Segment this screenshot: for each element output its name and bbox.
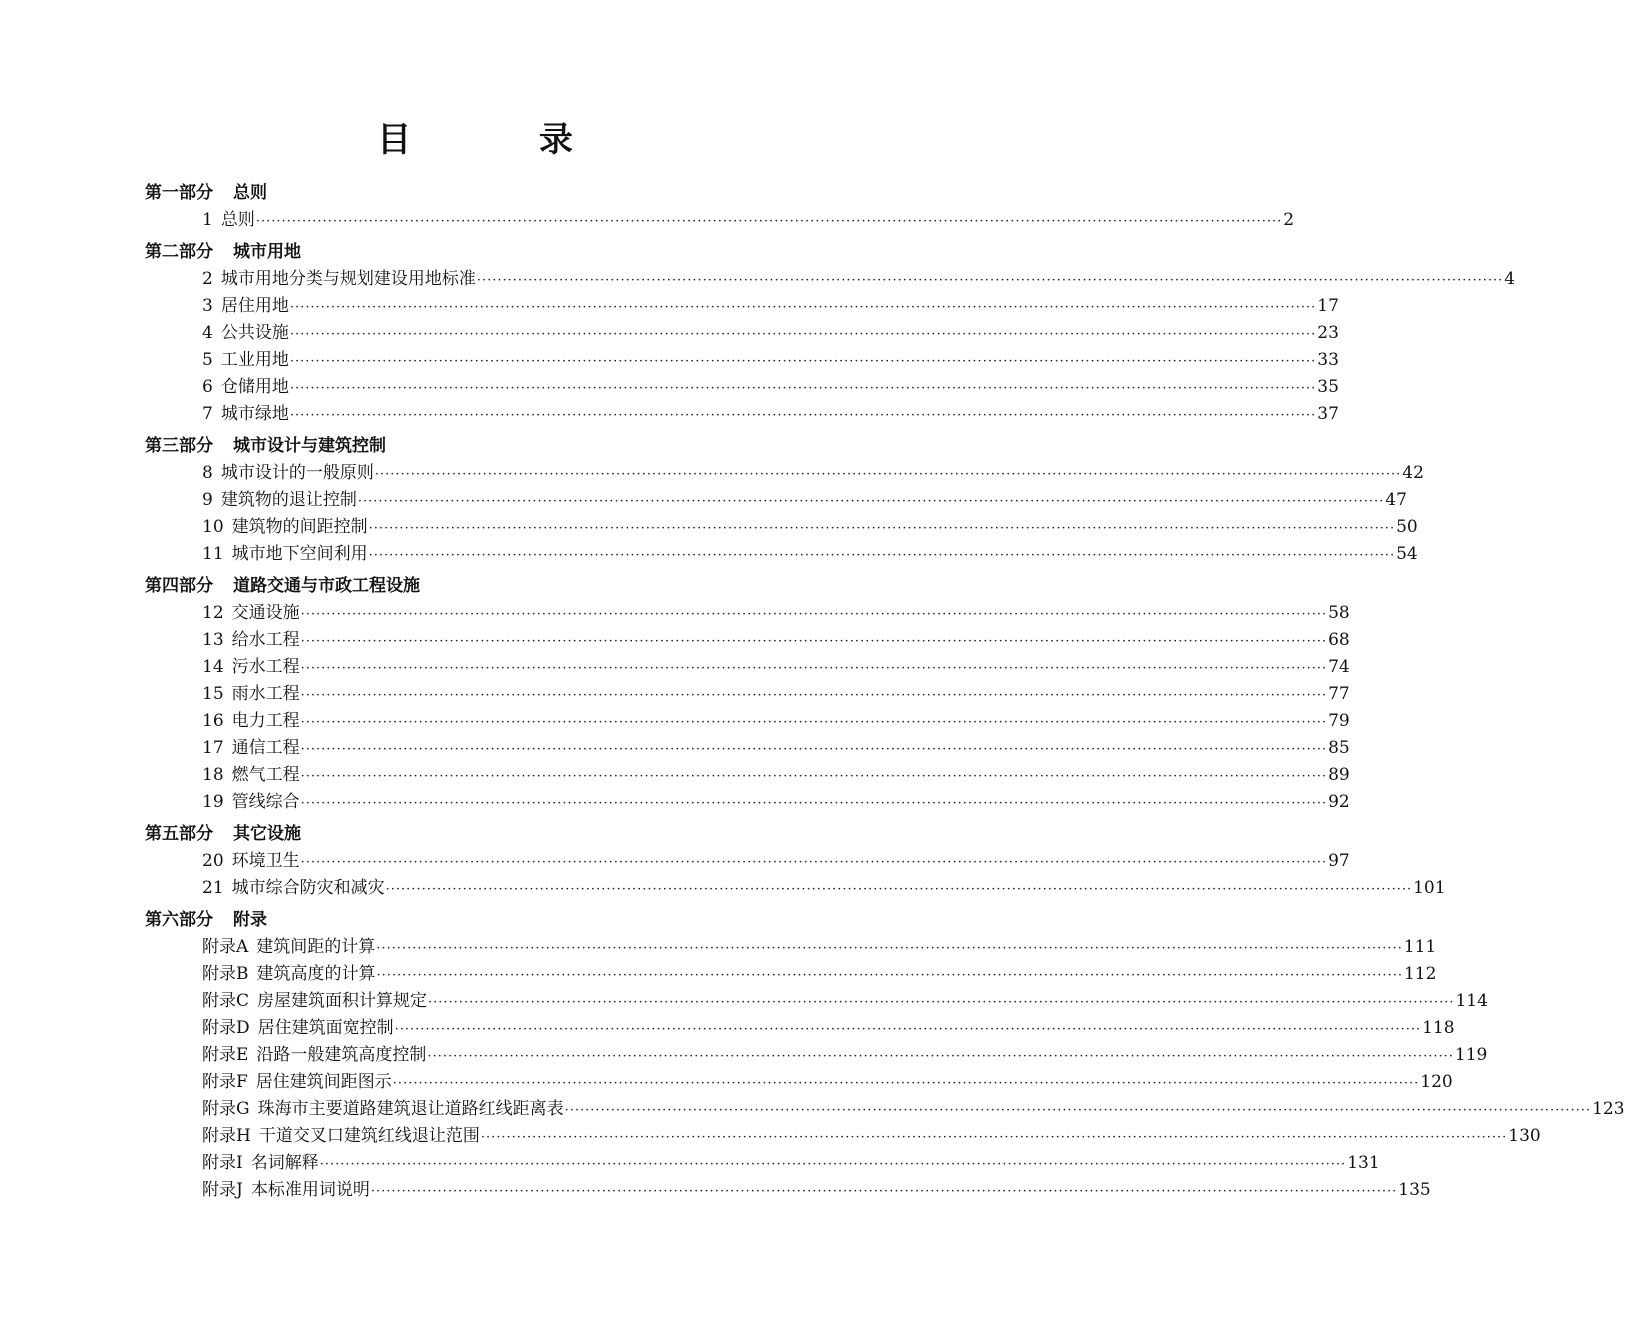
dot-leader: ········································································································································································································: [480, 1130, 1508, 1145]
entry-title: 城市用地分类与规划建设用地标准: [220, 269, 476, 289]
dot-leader: ········································································································································································································: [368, 521, 1396, 536]
dot-leader: ········································································································································································································: [255, 214, 1283, 229]
entry-title: 电力工程: [231, 711, 300, 731]
toc-entry[interactable]: [202, 541, 1418, 568]
dot-leader: ········································································································································································································: [376, 941, 1403, 956]
entry-title: 建筑物的间距控制: [231, 517, 368, 537]
dot-leader: ········································································································································································································: [385, 882, 1413, 897]
entry-page-number: 135: [1398, 1180, 1431, 1200]
entry-title: 本标准用词说明: [250, 1180, 370, 1200]
entry-number: 11: [202, 544, 224, 564]
toc-entry[interactable]: [202, 514, 1418, 541]
toc-entry[interactable]: [202, 374, 1339, 401]
entry-page-number: 85: [1328, 738, 1350, 758]
dot-leader: ········································································································································································································: [368, 548, 1396, 563]
toc-entry[interactable]: [202, 654, 1350, 681]
entry-number: 20: [202, 851, 224, 871]
entry-page-number: 68: [1328, 630, 1350, 650]
entry-number: 16: [202, 711, 224, 731]
toc-entry[interactable]: [202, 708, 1350, 735]
toc-entry[interactable]: [202, 875, 1446, 902]
dot-leader: ········································································································································································································: [300, 688, 1328, 703]
part-heading: [145, 573, 798, 600]
entry-page-number: 131: [1347, 1153, 1380, 1173]
page-title: 目 录: [377, 120, 631, 160]
dot-leader: ········································································································································································································: [300, 769, 1328, 784]
entry-page-number: 50: [1396, 517, 1418, 537]
entry-page-number: 58: [1328, 603, 1350, 623]
dot-leader: ········································································································································································································: [392, 1076, 1420, 1091]
entry-page-number: 33: [1317, 350, 1339, 370]
toc-entry[interactable]: [202, 1096, 1625, 1123]
entry-title: 名词解释: [250, 1153, 319, 1173]
dot-leader: ········································································································································································································: [300, 607, 1328, 622]
entry-number: 附录F: [202, 1072, 248, 1092]
toc-entry[interactable]: [202, 207, 1295, 234]
entry-number: 附录H: [202, 1126, 251, 1146]
part-label: 第四部分: [145, 576, 213, 596]
entry-number: 15: [202, 684, 224, 704]
dot-leader: ········································································································································································································: [300, 661, 1328, 676]
part-label: 第六部分: [145, 910, 213, 930]
part-label: 第二部分: [145, 242, 213, 262]
entry-page-number: 118: [1422, 1018, 1455, 1038]
dot-leader: ········································································································································································································: [394, 1022, 1422, 1037]
entry-page-number: 77: [1328, 684, 1350, 704]
part-label: 第一部分: [145, 183, 213, 203]
entry-page-number: 92: [1328, 792, 1350, 812]
entry-title: 居住用地: [220, 296, 289, 316]
part-label: 第五部分: [145, 824, 213, 844]
dot-leader: ········································································································································································································: [300, 715, 1328, 730]
part-name: 城市设计与建筑控制: [233, 436, 386, 456]
entry-title: 交通设施: [231, 603, 300, 623]
dot-leader: ········································································································································································································: [289, 354, 1317, 369]
dot-leader: ········································································································································································································: [427, 1049, 1454, 1064]
entry-page-number: 42: [1402, 463, 1424, 483]
part-heading: [145, 433, 798, 460]
entry-page-number: 119: [1454, 1045, 1488, 1065]
entry-number: 附录J: [202, 1180, 243, 1200]
dot-leader: ········································································································································································································: [370, 1184, 1398, 1199]
entry-page-number: 47: [1385, 490, 1407, 510]
entry-title: 环境卫生: [231, 851, 300, 871]
entry-number: 18: [202, 765, 224, 785]
entry-page-number: 130: [1508, 1126, 1541, 1146]
entry-number: 4: [202, 323, 213, 343]
entry-page-number: 23: [1317, 323, 1339, 343]
entry-title: 城市设计的一般原则: [220, 463, 374, 483]
part-heading: [145, 907, 798, 934]
toc-entry[interactable]: [202, 1015, 1455, 1042]
part-name: 附录: [233, 910, 267, 930]
entry-number: 13: [202, 630, 224, 650]
entry-number: 7: [202, 404, 213, 424]
dot-leader: ········································································································································································································: [300, 855, 1328, 870]
toc-entry[interactable]: [202, 789, 1350, 816]
entry-title: 工业用地: [220, 350, 289, 370]
entry-title: 居住建筑面宽控制: [257, 1018, 394, 1038]
toc-entry[interactable]: [202, 293, 1339, 320]
toc-entry[interactable]: [202, 934, 1437, 961]
toc-entry[interactable]: [202, 627, 1350, 654]
entry-page-number: 114: [1455, 991, 1488, 1011]
entry-page-number: 112: [1403, 964, 1437, 984]
toc-entry[interactable]: [202, 1123, 1541, 1150]
entry-title: 燃气工程: [231, 765, 300, 785]
entry-title: 建筑间距的计算: [256, 937, 376, 957]
toc-entry[interactable]: [202, 487, 1407, 514]
entry-title: 公共设施: [220, 323, 289, 343]
toc-entry[interactable]: [202, 266, 1516, 293]
entry-number: 5: [202, 350, 213, 370]
entry-page-number: 2: [1283, 210, 1295, 230]
entry-number: 附录A: [202, 937, 249, 957]
part-name: 城市用地: [233, 242, 301, 262]
entry-title: 仓储用地: [220, 377, 289, 397]
entry-title: 城市综合防灾和减灾: [231, 878, 385, 898]
entry-page-number: 79: [1328, 711, 1350, 731]
entry-number: 附录G: [202, 1099, 250, 1119]
toc-entry[interactable]: [202, 1150, 1380, 1177]
toc-entry[interactable]: [202, 401, 1339, 428]
dot-leader: ········································································································································································································: [564, 1103, 1592, 1118]
entry-number: 6: [202, 377, 213, 397]
part-heading: [145, 180, 798, 207]
entry-page-number: 17: [1317, 296, 1339, 316]
entry-number: 2: [202, 269, 213, 289]
toc-entry[interactable]: [202, 1042, 1488, 1069]
toc-entry[interactable]: [202, 460, 1424, 487]
entry-number: 1: [202, 210, 213, 230]
entry-number: 21: [202, 878, 224, 898]
dot-leader: ········································································································································································································: [357, 494, 1385, 509]
toc-entry[interactable]: [202, 988, 1488, 1015]
entry-title: 建筑高度的计算: [256, 964, 376, 984]
entry-number: 9: [202, 490, 213, 510]
entry-number: 附录I: [202, 1153, 243, 1173]
dot-leader: ········································································································································································································: [289, 381, 1317, 396]
toc-entry[interactable]: [202, 1177, 1431, 1204]
entry-page-number: 101: [1413, 878, 1446, 898]
entry-title: 总则: [220, 210, 255, 230]
entry-page-number: 97: [1328, 851, 1350, 871]
toc-entry[interactable]: [202, 735, 1350, 762]
entry-title: 房屋建筑面积计算规定: [257, 991, 428, 1011]
dot-leader: ········································································································································································································: [428, 995, 1455, 1010]
dot-leader: ········································································································································································································: [289, 300, 1317, 315]
entry-title: 城市地下空间利用: [231, 544, 368, 564]
part-name: 总则: [233, 183, 267, 203]
entry-title: 建筑物的退让控制: [220, 490, 357, 510]
entry-number: 10: [202, 517, 224, 537]
entry-number: 附录E: [202, 1045, 249, 1065]
part-name: 其它设施: [233, 824, 301, 844]
entry-number: 附录C: [202, 991, 250, 1011]
entry-title: 干道交叉口建筑红线退让范围: [258, 1126, 480, 1146]
dot-leader: ········································································································································································································: [300, 634, 1328, 649]
toc-entry[interactable]: [202, 848, 1350, 875]
dot-leader: ········································································································································································································: [319, 1157, 1347, 1172]
entry-page-number: 123: [1592, 1099, 1625, 1119]
entry-number: 17: [202, 738, 224, 758]
dot-leader: ········································································································································································································: [476, 273, 1504, 288]
entry-page-number: 111: [1403, 937, 1437, 957]
dot-leader: ········································································································································································································: [376, 968, 1403, 983]
toc-entry[interactable]: [202, 347, 1339, 374]
toc-entry[interactable]: [202, 1069, 1453, 1096]
entry-page-number: 54: [1396, 544, 1418, 564]
dot-leader: ········································································································································································································: [289, 408, 1317, 423]
entry-number: 19: [202, 792, 224, 812]
entry-title: 城市绿地: [220, 404, 289, 424]
part-heading: [145, 239, 798, 266]
dot-leader: ········································································································································································································: [300, 796, 1328, 811]
entry-number: 14: [202, 657, 224, 677]
entry-page-number: 35: [1317, 377, 1339, 397]
entry-number: 8: [202, 463, 213, 483]
entry-page-number: 4: [1504, 269, 1516, 289]
part-heading: [145, 821, 798, 848]
entry-number: 3: [202, 296, 213, 316]
entry-page-number: 89: [1328, 765, 1350, 785]
entry-page-number: 74: [1328, 657, 1350, 677]
dot-leader: ········································································································································································································: [289, 327, 1317, 342]
entry-page-number: 120: [1420, 1072, 1453, 1092]
toc-entry[interactable]: [202, 600, 1350, 627]
part-label: 第三部分: [145, 436, 213, 456]
entry-title: 管线综合: [231, 792, 300, 812]
dot-leader: ········································································································································································································: [374, 467, 1402, 482]
table-of-contents: [145, 180, 1625, 1204]
entry-number: 附录B: [202, 964, 249, 984]
entry-title: 污水工程: [231, 657, 300, 677]
part-name: 道路交通与市政工程设施: [233, 576, 420, 596]
entry-title: 珠海市主要道路建筑退让道路红线距离表: [257, 1099, 564, 1119]
toc-entry[interactable]: [202, 961, 1437, 988]
entry-title: 沿路一般建筑高度控制: [256, 1045, 427, 1065]
entry-title: 雨水工程: [231, 684, 300, 704]
entry-number: 12: [202, 603, 224, 623]
toc-entry[interactable]: [202, 320, 1339, 347]
entry-title: 居住建筑间距图示: [255, 1072, 392, 1092]
entry-title: 给水工程: [231, 630, 300, 650]
toc-entry[interactable]: [202, 762, 1350, 789]
entry-number: 附录D: [202, 1018, 250, 1038]
dot-leader: ········································································································································································································: [300, 742, 1328, 757]
toc-entry[interactable]: [202, 681, 1350, 708]
entry-page-number: 37: [1317, 404, 1339, 424]
entry-title: 通信工程: [231, 738, 300, 758]
